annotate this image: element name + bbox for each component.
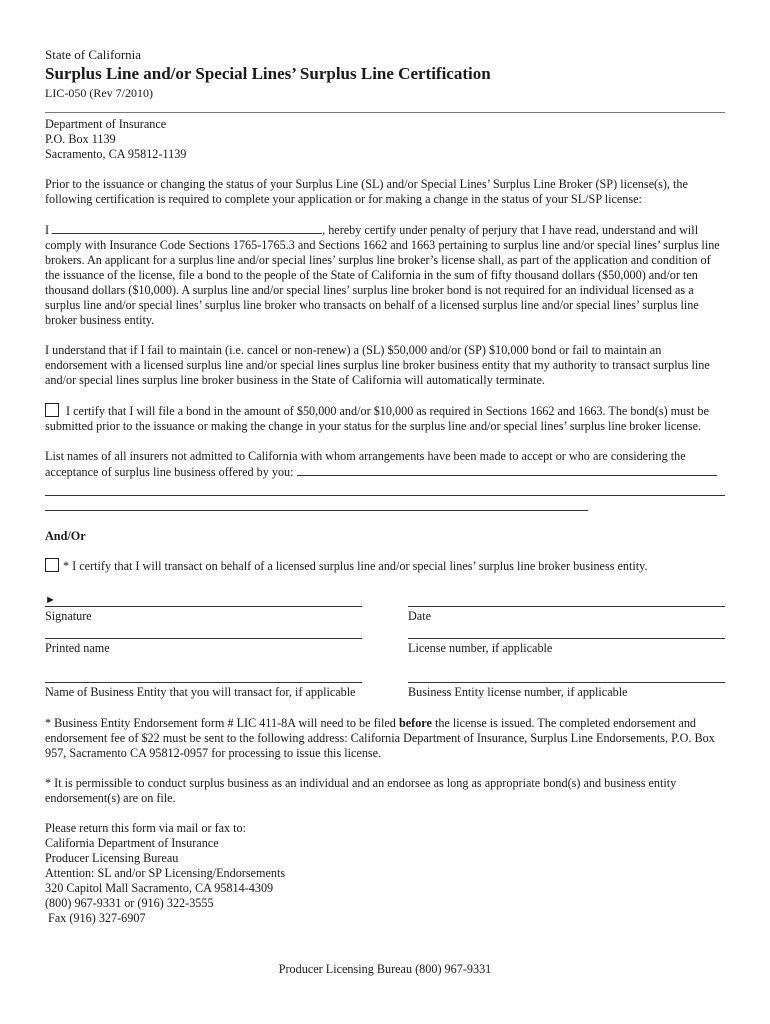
printed-name-col <box>45 638 362 656</box>
header-divider <box>45 112 725 113</box>
signature-field[interactable] <box>45 606 362 607</box>
bond-checkbox[interactable] <box>45 403 59 417</box>
return-line-4: 320 Capitol Mall Sacramento, CA 95814-4309 <box>45 881 274 895</box>
entity-checkbox[interactable] <box>45 558 59 572</box>
certify-paragraph <box>45 222 725 328</box>
endorsement-note-part2: the license is issued. The completed endorsement and endorsement fee of $22 must be sent to the following address: California Department of Insurance, Surplus Line Endorsements, P.O. Box 957, Sacramento CA 95812-0957 for processing to issue this license. <box>45 716 715 760</box>
signature-col <box>45 594 362 624</box>
business-entity-license-label: Business Entity license number, if applicable <box>408 685 628 699</box>
endorsement-note-part1: * Business Entity Endorsement form # LIC 411-8A will need to be filed <box>45 716 399 730</box>
return-line-2: Producer Licensing Bureau <box>45 851 179 865</box>
printed-name-row <box>45 638 725 682</box>
signature-label: Signature <box>45 609 92 623</box>
insurers-field-1[interactable] <box>297 464 717 476</box>
business-entity-col <box>45 682 362 700</box>
license-number-label: License number, if applicable <box>408 641 553 655</box>
page-footer: Producer Licensing Bureau (800) 967-9331 <box>278 962 492 976</box>
intro-paragraph: Prior to the issuance or changing the status of your Surplus Line (SL) and/or Special Lines’ Surplus Line Broker (SP) license(s), the following certification is required to complete your application or for making a change in the status of your SL/SP license: <box>45 177 688 206</box>
entity-certification <box>45 558 725 574</box>
business-entity-license-col <box>408 682 725 700</box>
business-entity-field[interactable] <box>45 682 362 683</box>
endorsement-note-bold: before <box>398 716 432 730</box>
license-number-field[interactable] <box>408 638 725 639</box>
form-page <box>45 47 725 926</box>
return-instructions <box>45 821 725 926</box>
return-line-6: Fax (916) 327-6907 <box>45 911 146 925</box>
address-line-2: P.O. Box 1139 <box>45 132 116 146</box>
date-col <box>408 606 725 624</box>
signature-row <box>45 594 725 638</box>
applicant-name-field[interactable] <box>52 222 322 234</box>
return-line-3: Attention: SL and/or SP Licensing/Endorsements <box>45 866 286 880</box>
form-title: Surplus Line and/or Special Lines’ Surplus Line Certification <box>45 64 491 83</box>
return-intro: Please return this form via mail or fax to: <box>45 821 247 835</box>
license-number-col <box>408 638 725 656</box>
business-entity-license-field[interactable] <box>408 682 725 683</box>
business-entity-row <box>45 682 725 716</box>
insurers-section <box>45 449 725 511</box>
printed-name-label: Printed name <box>45 641 110 655</box>
date-label: Date <box>408 609 432 623</box>
state-label: State of California <box>45 47 142 62</box>
date-field[interactable] <box>408 606 725 607</box>
certify-text: , hereby certify under penalty of perjury that I have read, understand and will comply with Insurance Code Sections 1765-1765.3 and Sections 1662 and 1663 pertaining to surplus line and/or special lines’ surplus line brokers. An applicant for a surplus line and/or special lines’ surplus line broker’s license shall, as part of the application and condition of the issuance of the license, file a bond to the people of the State of California in the sum of fifty thousand dollars ($50,000) and/or ten thousand dollars ($10,000). A surplus line and/or special lines’ surplus line broker bond is not required for an individual licensed as a surplus line and/or special lines’ surplus line broker who transacts on behalf of a licensed surplus line and/or special lines’ surplus line broker business entity. <box>45 223 720 327</box>
printed-name-field[interactable] <box>45 638 362 639</box>
address-line-3: Sacramento, CA 95812-1139 <box>45 147 187 161</box>
understand-paragraph: I understand that if I fail to maintain (i.e. cancel or non-renew) a (SL) $50,000 and/or (SP) $10,000 bond or fail to maintain an endorsement with a licensed surplus line and/or special lines surplus line broker business entity that my authority to transact surplus line and/or special lines surplus line broker business in the State of California will automatically terminate. <box>45 343 710 387</box>
insurers-text <box>45 449 725 480</box>
return-line-1: California Department of Insurance <box>45 836 219 850</box>
return-line-5: (800) 967-9331 or (916) 322-3555 <box>45 896 214 910</box>
insurers-field-2[interactable] <box>45 495 725 496</box>
bond-certification <box>45 403 725 434</box>
signature-arrow: ► <box>45 594 56 606</box>
andor-heading <box>45 529 725 544</box>
entity-checkbox-label: * I certify that I will transact on behalf of a licensed surplus line and/or special lines’ surplus line broker business entity. <box>63 559 648 573</box>
form-number: LIC-050 (Rev 7/2010) <box>45 86 153 100</box>
bond-checkbox-label: I certify that I will file a bond in the amount of $50,000 and/or $10,000 as required in Sections 1662 and 1663. The bond(s) must be submitted prior to the issuance or making the change in your status for the surplus line and/or special lines’ surplus line broker license. <box>45 404 709 433</box>
insurers-field-3[interactable] <box>45 510 588 511</box>
insurers-label: List names of all insurers not admitted to California with whom arrangements have been made to accept or who are considering the acceptance of surplus line business offered by you: <box>45 449 686 479</box>
andor-heading-text: And/Or <box>45 529 86 543</box>
signature-block <box>45 594 725 716</box>
address-line-1: Department of Insurance <box>45 117 167 131</box>
permissible-note: * It is permissible to conduct surplus business as an individual and an endorsee as long as appropriate bond(s) and business entity endorsement(s) are on file. <box>45 776 677 805</box>
business-entity-label: Name of Business Entity that you will transact for, if applicable <box>45 685 356 699</box>
mailing-address <box>45 117 725 162</box>
endorsement-note <box>45 716 725 761</box>
certify-prefix: I <box>45 223 50 237</box>
